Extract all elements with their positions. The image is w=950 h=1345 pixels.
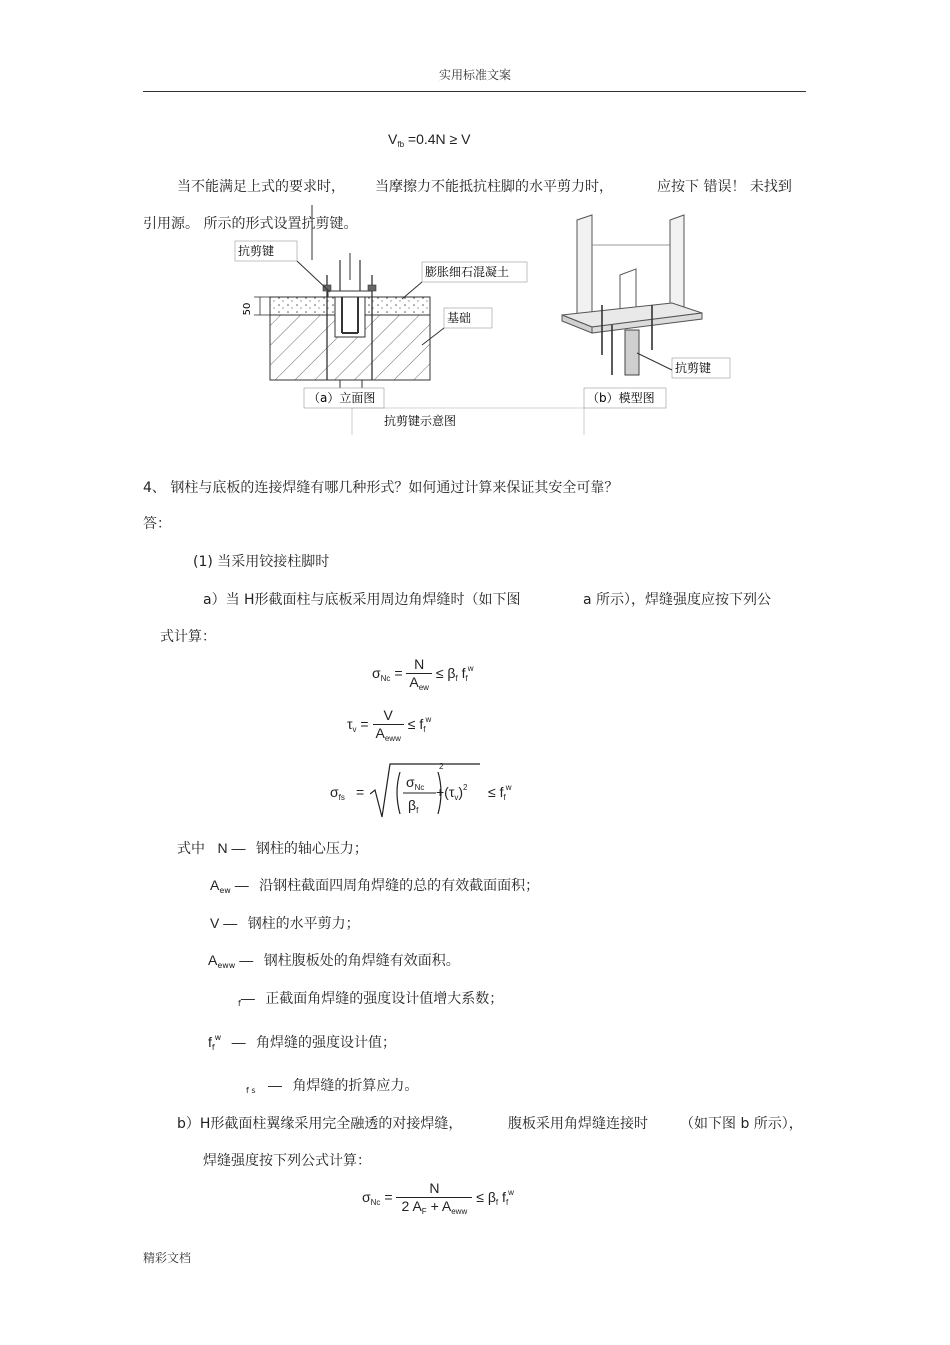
def-ffw-dash: — — [231, 1034, 246, 1050]
eq3-in-den-sub: f — [416, 806, 419, 815]
def-aeww — [208, 950, 460, 970]
eq2-eq: = — [360, 716, 369, 733]
column-flange-back — [577, 215, 592, 323]
caption-main: 抗剪键示意图 — [384, 414, 457, 428]
eq3-close: ) — [458, 784, 464, 800]
eq4-den — [396, 1198, 472, 1217]
def-bf-sym: f — [238, 999, 241, 1008]
eq1-lhs: σ — [372, 665, 381, 682]
eq1-rel: ≤ β — [435, 665, 456, 682]
def-ffw — [208, 1032, 396, 1052]
answer-label: 答： — [143, 516, 171, 532]
eq3-lhs-sub: fs — [338, 793, 345, 802]
eq3-in-num: σ — [406, 774, 415, 790]
equation-1 — [372, 656, 474, 693]
question-4: 4、 钢柱与底板的连接焊缝有哪几种形式？如何通过计算来保证其安全可靠？ — [143, 480, 619, 496]
equation-2 — [347, 707, 431, 744]
eq3-lhs: σ — [330, 784, 339, 800]
eq1-eq: = — [394, 665, 403, 682]
leader-shear-key-b — [637, 353, 672, 370]
def-fs — [246, 1075, 418, 1095]
eq4-num: N — [396, 1180, 472, 1198]
eq4-eq: = — [384, 1189, 393, 1206]
formula-vfb-sub: fb — [397, 140, 405, 149]
eq3-lhs-wrap — [330, 784, 345, 800]
shear-key-pocket — [335, 297, 365, 337]
eq3-in-den-wrap — [408, 797, 418, 813]
item-b-part1: b）H形截面柱翼缘采用完全融透的对接焊缝， — [177, 1116, 463, 1132]
formula-vfb-rest: =0.4N ≥ V — [407, 131, 471, 147]
eq3-in-num-sub: Nc — [414, 783, 425, 792]
eq1-den-sub: ew — [418, 683, 429, 692]
def-aew-sub: ew — [219, 886, 231, 895]
eq3-in-num-wrap — [406, 774, 424, 790]
def-ffw-sup: w — [214, 1033, 222, 1042]
eq3-in-den: β — [408, 797, 417, 813]
eq4-beta-sub: f — [495, 1198, 499, 1208]
header-rule — [143, 91, 806, 92]
label-foundation: 基础 — [447, 311, 472, 325]
def-aeww-sub: eww — [217, 961, 236, 970]
eq1-den — [406, 674, 432, 693]
eq2-lhs-sub: v — [352, 725, 357, 735]
eq3-tau-wrap — [436, 784, 468, 800]
eq2-den-a: A — [375, 725, 385, 741]
item-a-part2: a 所示），焊缝强度应按下列公 — [583, 592, 772, 608]
def-v-text: 钢柱的水平剪力； — [247, 916, 360, 932]
def-aeww-text: 钢柱腹板处的角焊缝有效面积。 — [263, 953, 460, 969]
eq4-lhs: σ — [362, 1189, 371, 1206]
para1-line2: 引用源。 所示的形式设置抗剪键。 — [143, 216, 358, 232]
para1-part1: 当不能满足上式的要求时， — [177, 179, 345, 195]
eq4-f-sub: f — [505, 1198, 509, 1208]
eq3-rhs-wrap — [488, 784, 511, 800]
def-ffw-sym: f — [208, 1034, 212, 1050]
eq4-rel: ≤ β — [476, 1189, 496, 1206]
def-ffw-text: 角焊缝的强度设计值； — [256, 1035, 397, 1051]
eq2-lhs: τ — [347, 716, 353, 733]
eq3-sq2: 2 — [463, 783, 468, 792]
eq1-den-a: A — [409, 674, 419, 690]
eq3-rel: ≤ f — [488, 784, 504, 800]
eq2-num: V — [373, 707, 404, 725]
nut-right — [368, 285, 376, 291]
eq2-fraction — [373, 707, 404, 744]
def-fs-text: 角焊缝的折算应力。 — [292, 1078, 419, 1094]
def-fs-dash: — — [267, 1077, 282, 1093]
eq2-f-sup: w — [425, 715, 432, 725]
def-v — [210, 913, 360, 933]
def-aew-text: 沿钢柱截面四周角焊缝的总的有效截面面积； — [259, 878, 540, 894]
eq4-den-a-sub: F — [421, 1207, 427, 1216]
def-n-text: 钢柱的轴心压力； — [255, 841, 368, 857]
item-b-part3: （如下图 b 所示）， — [680, 1116, 803, 1132]
eq2-f-sub: f — [423, 725, 426, 735]
eq3-f-sub: f — [503, 793, 506, 802]
def-intro-word: 式中 — [177, 841, 205, 857]
formula-vfb-v: V — [388, 131, 398, 147]
para1-part2: 当摩擦力不能抵抗柱脚的水平剪力时， — [375, 179, 613, 195]
leader-shear-key — [297, 261, 330, 292]
eq3-f-sup: w — [505, 783, 512, 792]
eq2-den-sub: eww — [384, 734, 401, 743]
eq4-fraction — [396, 1180, 472, 1217]
def-aeww-dash: — — [235, 952, 254, 968]
eq1-f: f — [457, 665, 466, 682]
eq1-beta-sub: f — [455, 674, 458, 684]
eq2-rel: ≤ f — [407, 716, 424, 733]
page-footer: 精彩文档 — [143, 1251, 192, 1265]
def-aew-sym: A — [210, 877, 220, 893]
eq4-f: f — [498, 1189, 506, 1206]
def-v-sym: V — — [210, 915, 238, 931]
eq3-sq: 2 — [439, 762, 444, 771]
eq1-lhs-sub: Nc — [380, 674, 391, 684]
eq3-eq: = — [356, 784, 365, 800]
equation-4 — [362, 1180, 514, 1217]
eq4-den-a: 2 A — [401, 1198, 422, 1214]
def-aew — [210, 875, 539, 895]
def-bf-text: 正截面角焊缝的强度设计值增大系数； — [265, 991, 504, 1007]
dim-50: 50 — [242, 302, 253, 316]
eq4-lhs-sub: Nc — [370, 1198, 381, 1208]
def-bf — [238, 988, 503, 1008]
elevation-drawing — [235, 205, 527, 408]
item-b-part2: 腹板采用角焊缝连接时 — [508, 1116, 648, 1132]
caption-a: （a）立面图 — [308, 391, 376, 405]
item-a-part1: a）当 H形截面柱与底板采用周边角焊缝时（如下图 — [203, 592, 521, 608]
leader-grout — [402, 282, 422, 299]
para1-part3: 应按下 错误！ 未找到 — [657, 179, 792, 195]
def-aew-dash: — — [230, 877, 249, 893]
eq1-fraction — [406, 656, 432, 693]
label-shear-key: 抗剪键 — [238, 244, 275, 258]
model-drawing — [562, 215, 730, 408]
shear-key-figure — [232, 205, 752, 450]
eq1-f-sub: f — [465, 674, 468, 684]
case-1: (1) 当采用铰接柱脚时 — [193, 554, 330, 570]
eq4-den-b-sub: eww — [451, 1207, 468, 1216]
base-plate — [328, 291, 372, 297]
eq4-den-plus: + A — [426, 1198, 452, 1214]
eq1-f-sup: w — [467, 664, 474, 674]
eq3-plus: +(τ — [436, 784, 455, 800]
def-fs-sym: f s — [246, 1086, 256, 1095]
shear-key-3d — [625, 330, 639, 375]
column-flange-front — [670, 215, 684, 317]
label-shear-key-b: 抗剪键 — [675, 361, 712, 375]
item-b-line2: 焊缝强度按下列公式计算： — [203, 1153, 371, 1169]
eq2-den — [373, 725, 404, 744]
caption-b: （b）模型图 — [587, 391, 655, 405]
eq3-tau-sub: v — [454, 793, 459, 802]
def-aeww-sym: A — [208, 952, 218, 968]
def-bf-dash: — — [240, 990, 255, 1006]
eq1-num: N — [406, 656, 432, 674]
label-grout: 膨胀细石混凝土 — [425, 265, 510, 279]
def-intro — [177, 838, 368, 858]
formula-vfb — [388, 131, 470, 147]
eq4-f-sup: w — [508, 1188, 514, 1198]
page-header: 实用标准文案 — [438, 68, 511, 82]
def-ffw-sub: f — [211, 1043, 215, 1052]
item-a-line2: 式计算： — [160, 629, 216, 645]
def-n-sym: N — — [217, 840, 246, 856]
